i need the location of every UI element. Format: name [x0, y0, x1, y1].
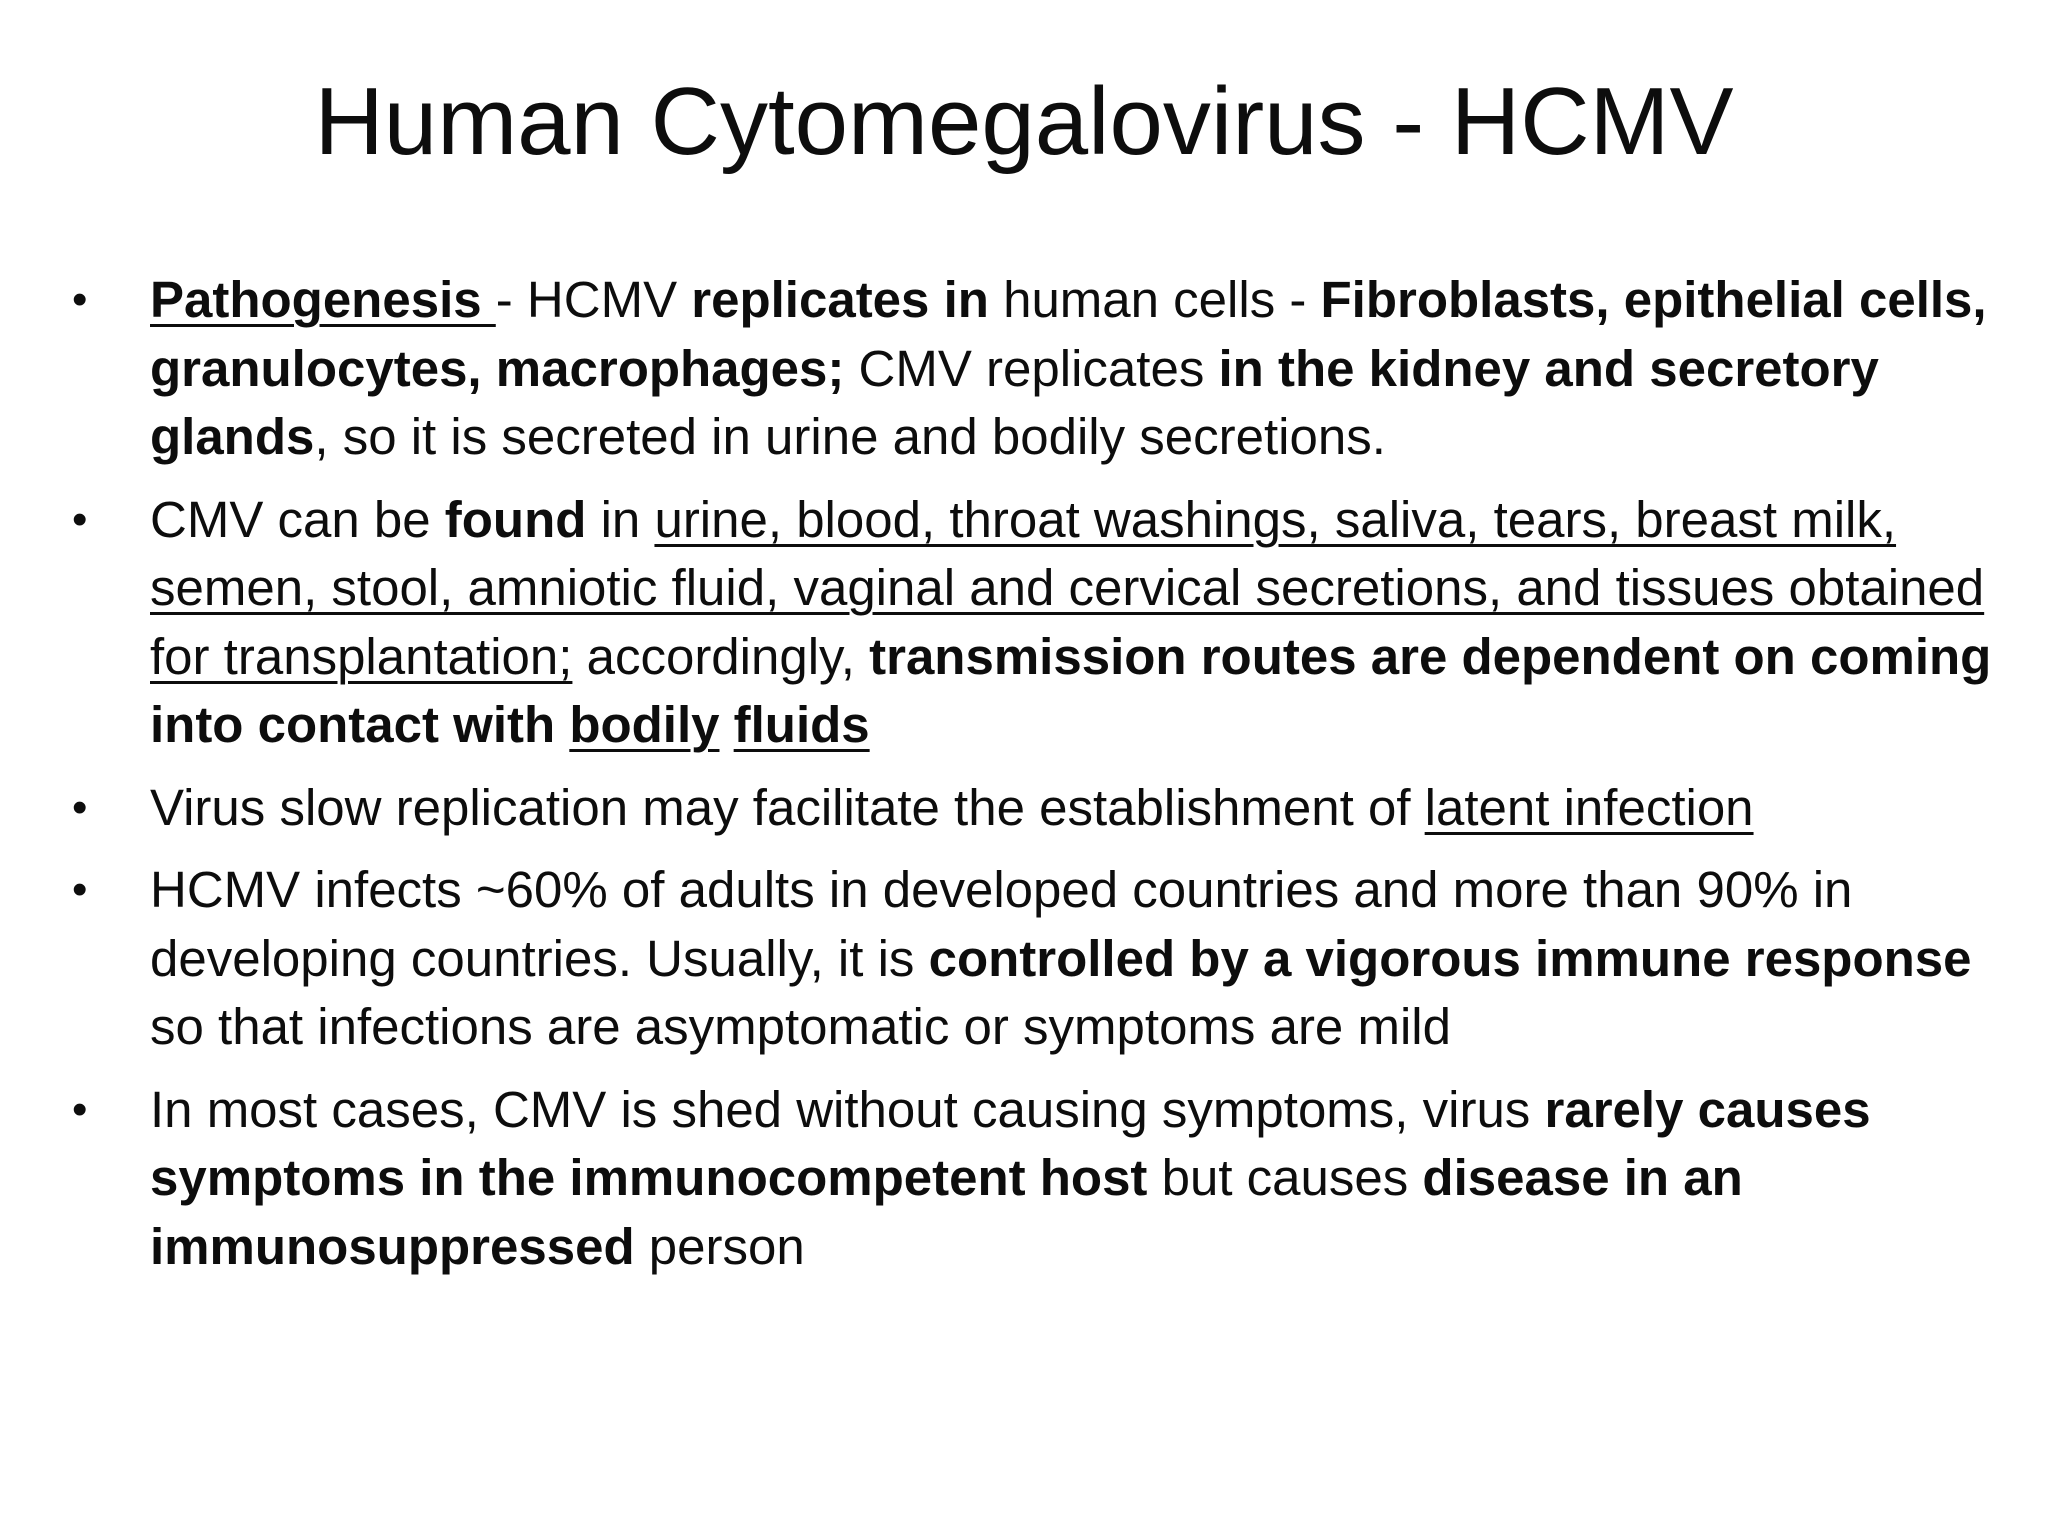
bullet-list	[72, 266, 2020, 1295]
bullet-item	[72, 774, 2020, 843]
bullet-text-segment: transmission routes are dependent on coming into contact with	[150, 627, 1992, 753]
bullet-text-segment: latent infection	[1424, 778, 1754, 836]
bullet-text-segment: bodily	[569, 696, 720, 753]
bullet-marker: •	[72, 782, 88, 832]
bullet-marker: •	[72, 494, 88, 544]
bullet-text-segment: HCMV infects ~60% of adults in developed countries and more than 90% in developing countries. Usually, it is	[150, 861, 1853, 987]
bullet-text-segment: in the kidney and secretory glands	[150, 339, 1879, 465]
bullet-text-segment: but causes	[1147, 1149, 1423, 1206]
bullet-text-segment: rarely causes symptoms in the immunocompetent host	[150, 1080, 1871, 1206]
bullet-marker: •	[72, 1084, 88, 1134]
bullet-text-segment: Virus slow replication may facilitate the establishment of	[150, 778, 1425, 836]
bullet-text-segment: , so it is secreted in urine and bodily secretions.	[314, 408, 1386, 465]
bullet-text-segment: accordingly,	[572, 627, 870, 685]
bullet-text-segment: Pathogenesis	[150, 271, 496, 328]
bullet-text-segment: CMV can be	[150, 490, 445, 548]
bullet-text-segment: in	[586, 490, 655, 548]
bullet-item	[72, 486, 2020, 760]
bullet-marker: •	[72, 275, 88, 324]
bullet-marker: •	[72, 865, 88, 914]
bullet-text-segment: person	[634, 1217, 805, 1275]
bullet-text-segment: urine, blood, throat washings, saliva, tears, breast milk, semen, stool, amniotic fluid, vaginal and cervical secretions, and tissues obtained for transplantation;	[150, 490, 1985, 685]
slide-title: Human Cytomegalovirus - HCMV	[314, 68, 1734, 175]
bullet-text-segment	[719, 696, 733, 753]
bullet-text-segment: human cells -	[988, 271, 1321, 328]
bullet-text-segment: disease in an immunosuppressed	[150, 1149, 1743, 1275]
bullet-item	[72, 266, 2020, 472]
bullet-text-segment: controlled by a vigorous immune response	[928, 929, 1972, 987]
bullet-text-segment: - HCMV	[495, 271, 692, 328]
bullet-text-segment: found	[444, 490, 587, 548]
bullet-text-segment: fluids	[733, 696, 870, 753]
bullet-item	[72, 1076, 2020, 1282]
bullet-text-segment: so that infections are asymptomatic or symptoms are mild	[150, 998, 1451, 1055]
bullet-item	[72, 856, 2020, 1062]
bullet-text-segment: Fibroblasts, epithelial cells, granulocytes, macrophages;	[150, 271, 1987, 397]
bullet-text-segment: replicates in	[691, 271, 989, 328]
bullet-text-segment: In most cases, CMV is shed without causing symptoms, virus	[150, 1080, 1545, 1138]
bullet-text-segment: CMV replicates	[844, 339, 1219, 397]
